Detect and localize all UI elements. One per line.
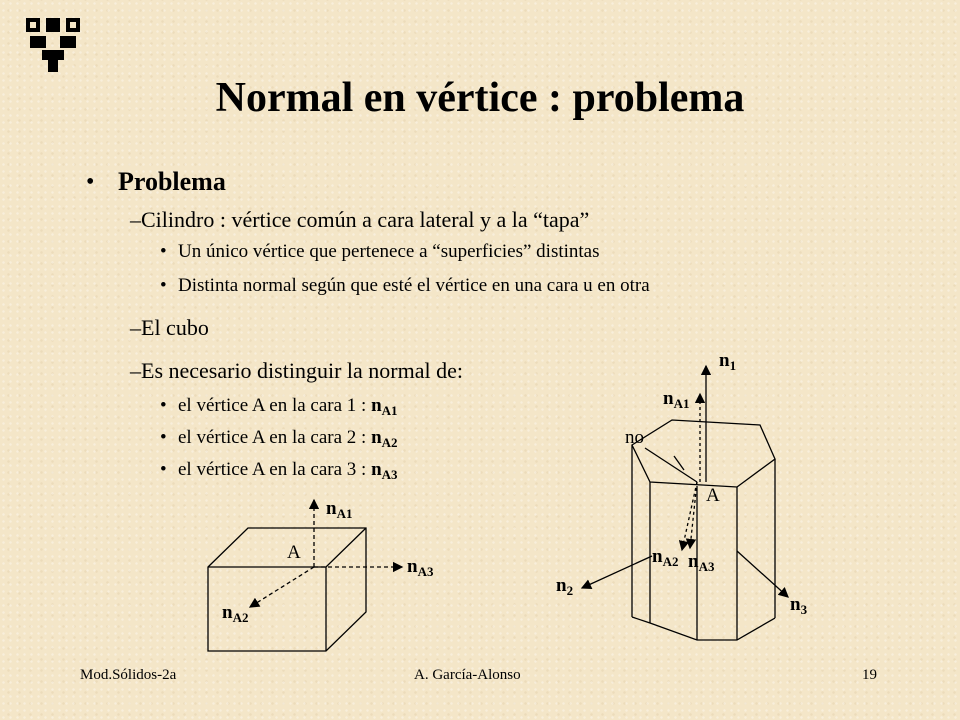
prism-label-a: A (706, 485, 720, 506)
bullet-heading: Problema (118, 167, 226, 196)
prism-label-no: no (625, 427, 644, 448)
cube-label-na1: $n_{A1}$ (326, 498, 353, 521)
vertex-point-2: • el vértice A en la cara 2 : $n_{A2}$ (160, 427, 398, 450)
distinguir-item: –Es necesario distinguir la normal de: (130, 358, 463, 383)
cube-label-na3: $n_{A3}$ (407, 556, 434, 579)
prism-label-na1: $n_{A1}$ (663, 388, 690, 411)
prism-label-na3: $n_{A3}$ (688, 551, 715, 574)
footer-left: Mod.Sólidos-2a (80, 667, 177, 683)
cil-point-1: • Un único vértice que pertenece a “superficies” distintas (160, 241, 600, 262)
vertex-point-3: • el vértice A en la cara 3 : $n_{A3}$ (160, 459, 398, 482)
prism-label-n1: $n_1$ (719, 350, 737, 373)
footer-center: A. García-Alonso (414, 667, 521, 683)
vertex-point-1: • el vértice A en la cara 1 : $n_{A1}$ (160, 395, 398, 418)
cube-diagram (208, 500, 402, 651)
prism-label-na2: $n_{A2}$ (652, 546, 679, 569)
cil-point-2: • Distinta normal según que esté el vértice en una cara u en otra (160, 275, 650, 296)
cube-label-a: A (287, 542, 301, 563)
prism-label-n2: $n_2$ (556, 575, 574, 598)
bullet-marker: • (86, 169, 95, 195)
slide-title: Normal en vértice : problema (215, 75, 745, 121)
page-number: 19 (862, 667, 877, 683)
prism-label-n3: $n_3$ (790, 594, 808, 617)
cube-label-na2: $n_{A2}$ (222, 602, 249, 625)
cubo-item: –El cubo (130, 315, 209, 340)
cilindro-item: –Cilindro : vértice común a cara lateral y a la “tapa” (130, 207, 590, 232)
